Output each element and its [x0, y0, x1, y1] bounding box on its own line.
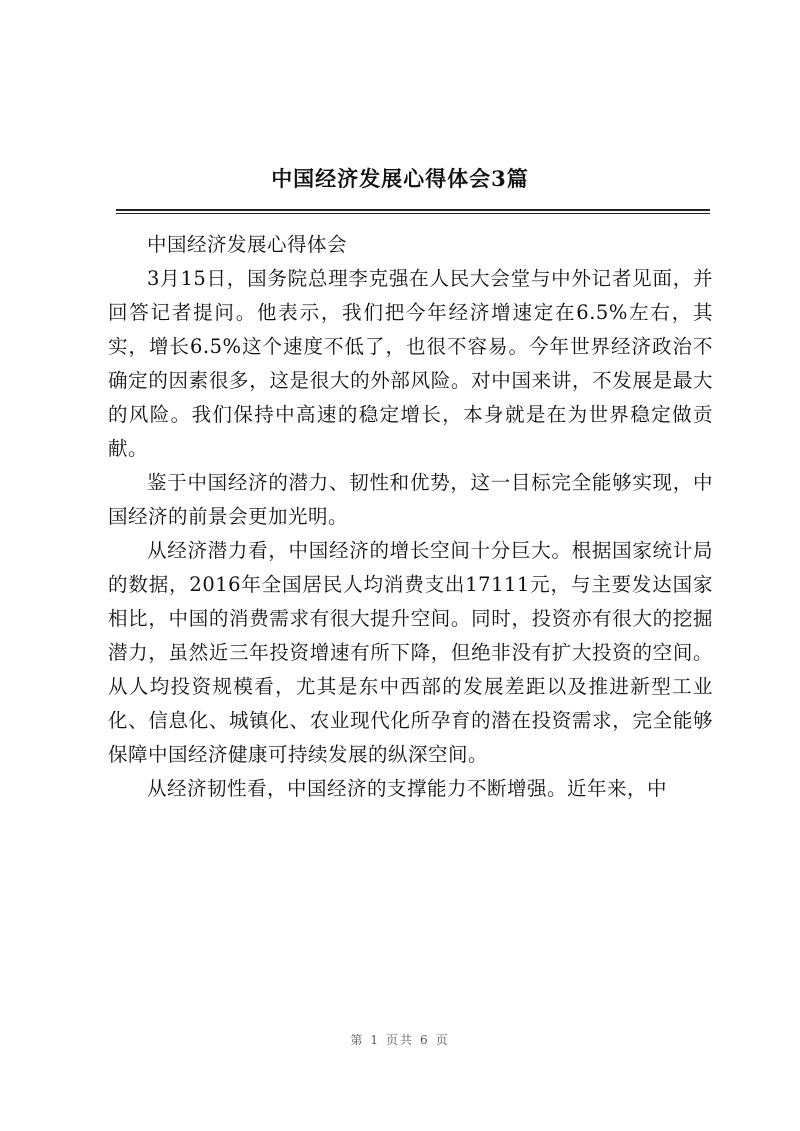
paragraph-subtitle: 中国经济发展心得体会 [147, 233, 348, 256]
footer-page-number: 1 [370, 1033, 380, 1047]
paragraph: 从经济韧性看，中国经济的支撑能力不断增强。近年来，中 [147, 777, 668, 800]
paragraph: 鉴于中国经济的潜力、韧性和优势，这一目标完全能够实现，中国经济的前景会更加光明。 [108, 471, 713, 528]
paragraph: 从经济潜力看，中国经济的增长空间十分巨大。根据国家统计局的数据，2016年全国居民人均消费支出17111元，与主要发达国家相比，中国的消费需求有很大提升空间。同时，投资亦有很大的挖掘潜力，虽然近三年投资增速有所下降，但绝非没有扩大投资的空间。从人均投资规模看，尤其是东中西部的发展差距以及推进新型工业化、信息化、城镇化、农业现代化所孕育的潜在投资需求，完全能够保障中国经济健康可持续发展的纵深空间。 [108, 539, 713, 766]
document-body [108, 228, 713, 806]
title-rule-thick [116, 209, 710, 211]
footer-total-pages: 6 [420, 1033, 430, 1047]
title-rule-thin [116, 213, 710, 214]
page-footer [0, 1031, 800, 1048]
footer-middle: 页共 [385, 1033, 414, 1047]
paragraph: 3月15日，国务院总理李克强在人民大会堂与中外记者见面，并回答记者提问。他表示，我们把今年经济增速定在6.5%左右，其实，增长6.5%这个速度不低了，也很不容易。今年世界经济政治不确定的因素很多，这是很大的外部风险。对中国来讲，不发展是最大的风险。我们保持中高速的稳定增长，本身就是在为世界稳定做贡献。 [108, 267, 713, 460]
document-title: 中国经济发展心得体会3篇 [271, 166, 529, 191]
footer-suffix: 页 [435, 1033, 450, 1047]
footer-prefix: 第 [350, 1033, 365, 1047]
